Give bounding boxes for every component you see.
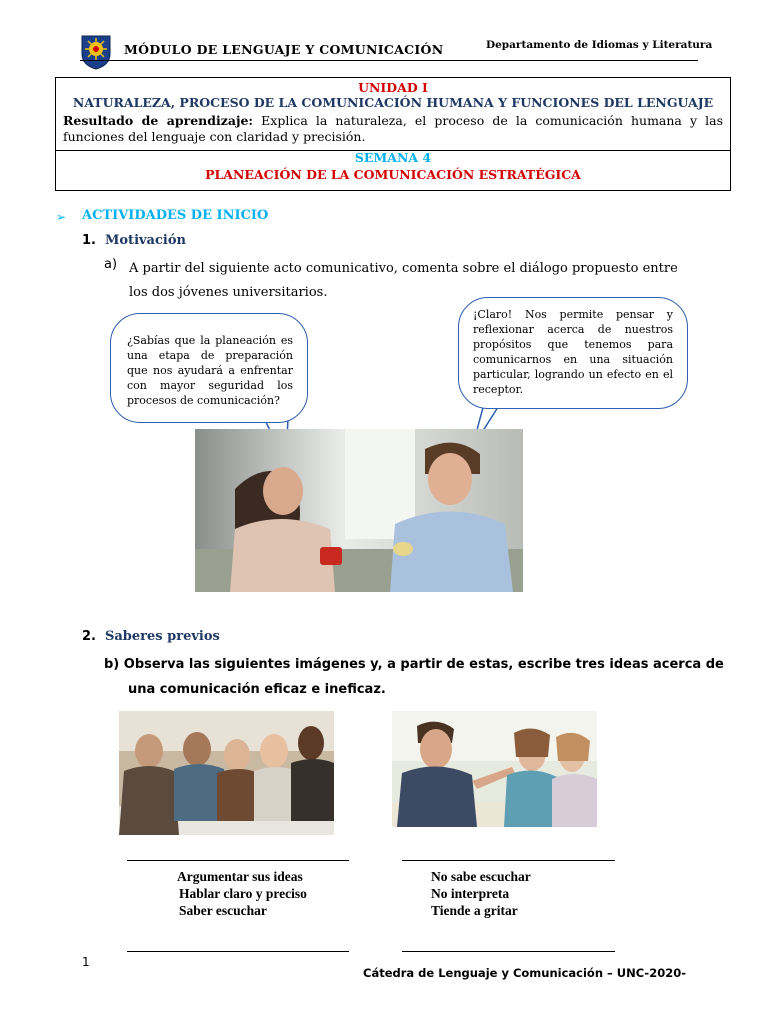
learning-outcome [63, 113, 723, 145]
item-2-title: Saberes previos [105, 629, 220, 644]
university-crest-icon [80, 34, 112, 70]
speech-bubble-right: ¡Claro! Nos permite pensar y reflexionar acerca de nuestros propósitos que tenemos para comunicarnos en una situación particular, logrando un efecto en el receptor. [458, 297, 688, 409]
effective-idea-3: Saber escuchar [179, 903, 267, 918]
unit-subtitle: NATURALEZA, PROCESO DE LA COMUNICACIÓN HUMANA Y FUNCIONES DEL LENGUAJE [72, 95, 714, 110]
item-2b-line-1: b) Observa las siguientes imágenes y, a partir de estas, escribe tres ideas acerca de [104, 657, 724, 672]
ineffective-idea-3: Tiende a gritar [431, 903, 518, 918]
week-label: SEMANA 4 [354, 150, 432, 165]
answer-line-top-right [402, 860, 615, 861]
ineffective-idea-2: No interpreta [431, 886, 510, 901]
answer-line-top-left [127, 860, 349, 861]
header-rule [80, 60, 698, 61]
page-number: 1 [82, 955, 90, 969]
argument-photo [392, 711, 597, 827]
learning-outcome-text: Explica la naturaleza, el proceso de la comunicación humana y las funciones del lenguaje con claridad y precisión. [63, 113, 723, 144]
item-2-number: 2. [82, 629, 96, 644]
item-1a-letter: a) [104, 257, 118, 272]
section-bullet-icon: ➢ [56, 210, 67, 224]
item-2b-instruction [104, 652, 724, 702]
speech-bubble-left: ¿Sabías que la planeación es una etapa de preparación que nos ayudará a enfrentar con mayor seguridad los procesos de comunicación? [110, 313, 308, 423]
week-title: PLANEACIÓN DE LA COMUNICACIÓN ESTRATÉGICA [205, 167, 581, 182]
learning-outcome-label: Resultado de aprendizaje: [63, 113, 254, 128]
effective-ideas-list [177, 868, 307, 919]
answer-line-bottom-right [402, 951, 615, 952]
group-discussion-photo [119, 711, 334, 835]
item-1a-text: A partir del siguiente acto comunicativo, comenta sobre el diálogo propuesto entre los dos jóvenes universitarios. [129, 261, 678, 300]
ineffective-ideas-list [431, 868, 531, 919]
section-title: ACTIVIDADES DE INICIO [82, 208, 269, 223]
unit-title: UNIDAD I [358, 80, 428, 95]
effective-idea-1: Argumentar sus ideas [177, 869, 303, 884]
item-1-title: Motivación [105, 233, 186, 248]
department-name: Departamento de Idiomas y Literatura [486, 39, 713, 51]
ineffective-idea-1: No sabe escuchar [431, 869, 531, 884]
item-2b-line-2: una comunicación eficaz e ineficaz. [128, 682, 386, 697]
students-conversation-photo [195, 429, 523, 592]
module-title: MÓDULO DE LENGUAJE Y COMUNICACIÓN [124, 42, 444, 57]
answer-line-bottom-left [127, 951, 349, 952]
item-1-number: 1. [82, 233, 96, 248]
footer-text: Cátedra de Lenguaje y Comunicación – UNC-2020- [363, 966, 686, 980]
effective-idea-2: Hablar claro y preciso [179, 886, 307, 901]
